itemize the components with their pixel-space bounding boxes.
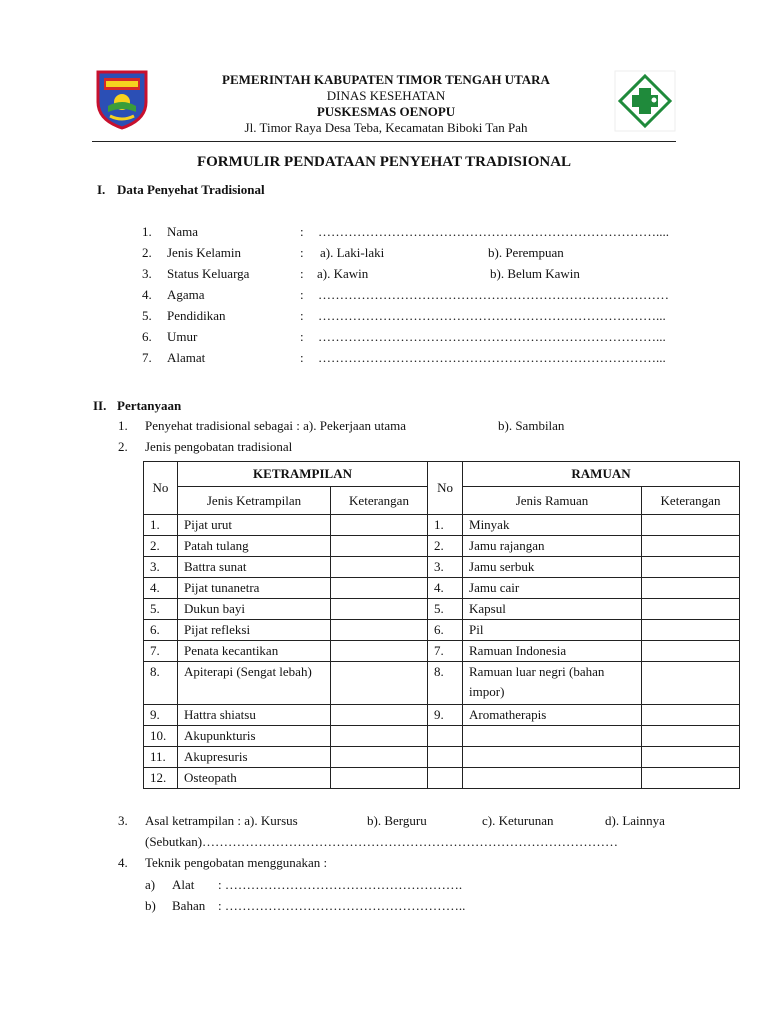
field-label-agama: Agama [167, 287, 205, 302]
section2-title: Pertanyaan [117, 398, 182, 413]
item-number: 5. [142, 308, 152, 323]
sub-item-letter: a) [145, 877, 156, 892]
keterangan-cell[interactable] [642, 641, 740, 662]
row-number [428, 747, 463, 768]
field-label-alamat: Alamat [167, 350, 206, 365]
ramuan-cell [463, 768, 642, 789]
row-number: 8. [428, 662, 463, 705]
row-number: 11. [144, 747, 178, 768]
keterangan-cell[interactable] [331, 557, 428, 578]
ramuan-cell: Kapsul [463, 599, 642, 620]
field-agama-blank[interactable]: ……………………………………………………………………… [318, 287, 669, 302]
question-number: 2. [118, 439, 128, 454]
field-nama-blank[interactable]: …………………………………………………………………….... [318, 224, 669, 239]
keterangan-cell[interactable] [331, 641, 428, 662]
row-number: 5. [428, 599, 463, 620]
row-number: 10. [144, 726, 178, 747]
field-label-nama: Nama [167, 224, 199, 239]
row-number: 2. [428, 536, 463, 557]
row-number [428, 726, 463, 747]
header-jenis-ramuan: Jenis Ramuan [463, 487, 642, 515]
section2-number: II. [93, 398, 107, 413]
keterangan-cell[interactable] [642, 515, 740, 536]
table-row [144, 599, 740, 620]
ketrampilan-cell: Apiterapi (Sengat lebah) [178, 662, 331, 705]
row-number: 5. [144, 599, 178, 620]
row-number: 6. [144, 620, 178, 641]
option-sambilan[interactable]: b). Sambilan [498, 418, 565, 433]
option-lainnya[interactable]: d). Lainnya [605, 813, 665, 828]
table-row [144, 641, 740, 662]
option-belum-kawin[interactable]: b). Belum Kawin [490, 266, 580, 281]
table-row [144, 620, 740, 641]
ketrampilan-cell: Pijat urut [178, 515, 331, 536]
keterangan-cell[interactable] [331, 620, 428, 641]
option-keturunan[interactable]: c). Keturunan [482, 813, 554, 828]
keterangan-cell[interactable] [642, 599, 740, 620]
header-divider [92, 141, 676, 142]
row-number: 2. [144, 536, 178, 557]
keterangan-cell[interactable] [642, 726, 740, 747]
regency-logo [94, 68, 150, 130]
colon: : [300, 266, 304, 281]
table-row [144, 726, 740, 747]
row-number: 9. [428, 705, 463, 726]
treatment-table [143, 461, 740, 789]
keterangan-cell[interactable] [331, 726, 428, 747]
option-kawin[interactable]: a). Kawin [317, 266, 369, 281]
row-number: 8. [144, 662, 178, 705]
row-number: 7. [144, 641, 178, 662]
item-number: 6. [142, 329, 152, 344]
ramuan-cell: Ramuan Indonesia [463, 641, 642, 662]
table-row [144, 536, 740, 557]
header-puskesmas: PUSKESMAS OENOPU [316, 104, 456, 119]
header-jenis-ketrampilan: Jenis Ketrampilan [178, 487, 331, 515]
field-alat-blank[interactable]: : ………………………………………………. [218, 877, 463, 892]
field-alamat-blank[interactable]: ……………………………………………………………………... [318, 350, 666, 365]
header-keterangan: Keterangan [331, 487, 428, 515]
row-number: 3. [428, 557, 463, 578]
row-number: 6. [428, 620, 463, 641]
row-number [428, 768, 463, 789]
header-department: DINAS KESEHATAN [326, 88, 446, 103]
question-1-text[interactable]: Penyehat tradisional sebagai : a). Pekerjaan utama [145, 418, 406, 433]
keterangan-cell[interactable] [331, 705, 428, 726]
row-number: 1. [144, 515, 178, 536]
ketrampilan-cell: Akupunkturis [178, 726, 331, 747]
colon: : [300, 308, 304, 323]
row-number: 12. [144, 768, 178, 789]
keterangan-cell[interactable] [331, 578, 428, 599]
ketrampilan-cell: Hattra shiatsu [178, 705, 331, 726]
item-number: 3. [142, 266, 152, 281]
item-number: 2. [142, 245, 152, 260]
field-label-pendidikan: Pendidikan [167, 308, 226, 323]
option-perempuan[interactable]: b). Perempuan [488, 245, 564, 260]
field-label-umur: Umur [167, 329, 198, 344]
header-no: No [144, 462, 178, 515]
option-berguru[interactable]: b). Berguru [367, 813, 427, 828]
ketrampilan-cell: Penata kecantikan [178, 641, 331, 662]
keterangan-cell[interactable] [642, 578, 740, 599]
keterangan-cell[interactable] [331, 536, 428, 557]
header-ketrampilan: KETRAMPILAN [178, 462, 428, 487]
ramuan-cell: Pil [463, 620, 642, 641]
field-bahan-blank[interactable]: : ……………………………………………….. [218, 898, 466, 913]
keterangan-cell[interactable] [331, 768, 428, 789]
ramuan-cell: Jamu serbuk [463, 557, 642, 578]
header-government: PEMERINTAH KABUPATEN TIMOR TENGAH UTARA [222, 72, 550, 87]
header-address: Jl. Timor Raya Desa Teba, Kecamatan Biboki Tan Pah [244, 120, 528, 135]
item-number: 7. [142, 350, 152, 365]
keterangan-cell[interactable] [642, 557, 740, 578]
ketrampilan-cell: Pijat tunanetra [178, 578, 331, 599]
colon: : [300, 245, 304, 260]
row-number: 4. [428, 578, 463, 599]
field-pendidikan-blank[interactable]: ……………………………………………………………………... [318, 308, 666, 323]
ketrampilan-cell: Dukun bayi [178, 599, 331, 620]
field-label-jenis-kelamin: Jenis Kelamin [167, 245, 242, 260]
table-body [144, 515, 740, 789]
header-keterangan: Keterangan [642, 487, 740, 515]
field-label-bahan: Bahan [172, 898, 206, 913]
field-label-status-keluarga: Status Keluarga [167, 266, 250, 281]
ketrampilan-cell: Osteopath [178, 768, 331, 789]
ramuan-cell [463, 747, 642, 768]
colon: : [300, 329, 304, 344]
keterangan-cell[interactable] [331, 662, 428, 705]
sub-item-letter: b) [145, 898, 156, 913]
question-number: 1. [118, 418, 128, 433]
colon: : [300, 350, 304, 365]
ramuan-cell: Jamu rajangan [463, 536, 642, 557]
table-row [144, 557, 740, 578]
item-number: 4. [142, 287, 152, 302]
ramuan-cell: Ramuan luar negri (bahan impor) [463, 662, 642, 705]
keterangan-cell[interactable] [642, 747, 740, 768]
table-row [144, 662, 740, 705]
keterangan-cell[interactable] [642, 768, 740, 789]
ketrampilan-cell: Akupresuris [178, 747, 331, 768]
question-4-text: Teknik pengobatan menggunakan : [145, 855, 328, 870]
section1-number: I. [97, 182, 106, 197]
field-label-alat: Alat [172, 877, 195, 892]
field-sebutkan-blank[interactable]: (Sebutkan)…………………………………………………………………………………… [145, 834, 619, 849]
keterangan-cell[interactable] [331, 599, 428, 620]
keterangan-cell[interactable] [642, 536, 740, 557]
row-number: 3. [144, 557, 178, 578]
field-umur-blank[interactable]: ……………………………………………………………………... [318, 329, 666, 344]
table-row [144, 768, 740, 789]
option-kursus[interactable]: Asal ketrampilan : a). Kursus [145, 813, 298, 828]
ramuan-cell: Minyak [463, 515, 642, 536]
option-laki-laki[interactable]: a). Laki-laki [320, 245, 385, 260]
row-number: 4. [144, 578, 178, 599]
question-2-text: Jenis pengobatan tradisional [145, 439, 293, 454]
table-row [144, 515, 740, 536]
ketrampilan-cell: Battra sunat [178, 557, 331, 578]
item-number: 1. [142, 224, 152, 239]
header-ramuan: RAMUAN [463, 462, 740, 487]
keterangan-cell[interactable] [331, 747, 428, 768]
colon: : [300, 224, 304, 239]
row-number: 7. [428, 641, 463, 662]
row-number: 9. [144, 705, 178, 726]
keterangan-cell[interactable] [642, 662, 740, 705]
row-number: 1. [428, 515, 463, 536]
puskesmas-logo [614, 70, 676, 132]
question-number: 3. [118, 813, 128, 828]
keterangan-cell[interactable] [642, 620, 740, 641]
question-number: 4. [118, 855, 128, 870]
header-no: No [428, 462, 463, 515]
ramuan-cell: Jamu cair [463, 578, 642, 599]
ramuan-cell: Aromatherapis [463, 705, 642, 726]
table-row [144, 578, 740, 599]
table-row [144, 705, 740, 726]
keterangan-cell[interactable] [642, 705, 740, 726]
section1-title: Data Penyehat Tradisional [117, 182, 265, 197]
ketrampilan-cell: Patah tulang [178, 536, 331, 557]
ramuan-cell [463, 726, 642, 747]
ketrampilan-cell: Pijat refleksi [178, 620, 331, 641]
colon: : [300, 287, 304, 302]
form-title: FORMULIR PENDATAAN PENYEHAT TRADISIONAL [196, 154, 572, 170]
keterangan-cell[interactable] [331, 515, 428, 536]
table-row [144, 747, 740, 768]
